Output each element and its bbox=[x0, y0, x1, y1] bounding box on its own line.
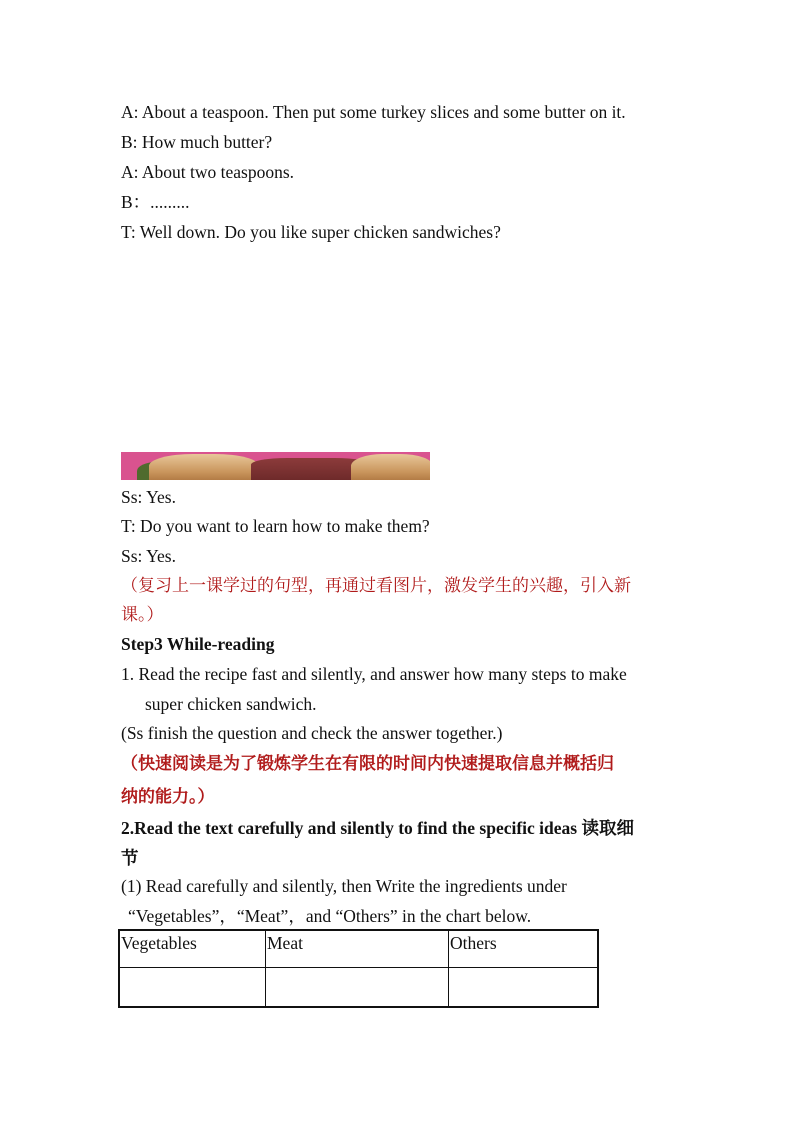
header-others: Others bbox=[449, 930, 599, 968]
task1-followup: (Ss finish the question and check the answer together.) bbox=[121, 723, 503, 743]
teaching-note-review: （复习上一课学过的句型，再通过看图片，激发学生的兴趣，引入新 bbox=[121, 576, 631, 596]
header-vegetables: Vegetables bbox=[119, 930, 266, 968]
dialogue-line-a-teaspoon: A: About a teaspoon. Then put some turkey slices and some butter on it. bbox=[121, 102, 626, 122]
dialogue-line-t-learn: T: Do you want to learn how to make them? bbox=[121, 516, 430, 536]
dialogue-line-ss-yes-1: Ss: Yes. bbox=[121, 487, 176, 507]
cell-others[interactable] bbox=[449, 968, 599, 1008]
task2-heading: 2.Read the text carefully and silently to find the specific ideas 读取细 bbox=[121, 818, 634, 838]
cell-vegetables[interactable] bbox=[119, 968, 266, 1008]
dialogue-line-b-ellipsis: B：......... bbox=[121, 192, 190, 212]
dialogue-line-b-butter: B: How much butter? bbox=[121, 132, 273, 152]
task2-subtask: (1) Read carefully and silently, then Write the ingredients under bbox=[121, 876, 567, 896]
task1-instruction: 1. Read the recipe fast and silently, and answer how many steps to make bbox=[121, 664, 627, 684]
bread-left-shape bbox=[149, 454, 259, 480]
ingredients-table bbox=[118, 929, 599, 1008]
sandwich-photo bbox=[121, 452, 430, 480]
teaching-note-review-cont: 课。） bbox=[121, 605, 164, 625]
table-header-row bbox=[119, 930, 598, 968]
teaching-note-fast-reading: （快速阅读是为了锻炼学生在有限的时间内快速提取信息并概括归 bbox=[121, 754, 614, 774]
dialogue-line-ss-yes-2: Ss: Yes. bbox=[121, 546, 176, 566]
header-meat: Meat bbox=[266, 930, 449, 968]
teaching-note-fast-reading-cont: 纳的能力。） bbox=[121, 787, 215, 807]
task1-instruction-cont: super chicken sandwich. bbox=[145, 694, 317, 714]
cell-meat[interactable] bbox=[266, 968, 449, 1008]
step3-heading: Step3 While-reading bbox=[121, 634, 275, 654]
table-row bbox=[119, 968, 598, 1008]
bread-right-shape bbox=[351, 454, 430, 480]
dialogue-line-t-question: T: Well down. Do you like super chicken sandwiches? bbox=[121, 222, 501, 242]
task2-heading-cont: 节 bbox=[121, 848, 139, 868]
dialogue-line-a-two-teaspoons: A: About two teaspoons. bbox=[121, 162, 295, 182]
task2-subtask-cont: “Vegetables”，“Meat”，and “Others” in the chart below. bbox=[128, 906, 532, 926]
